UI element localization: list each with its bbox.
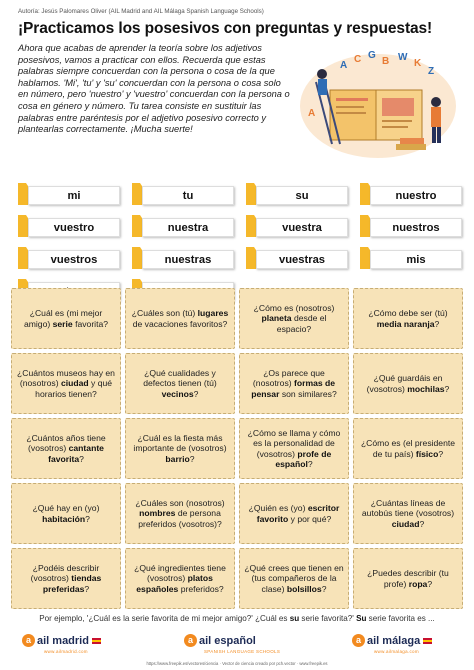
possessive-word-bank: [18, 183, 462, 301]
instructions-paragraph: Ahora que acabas de aprender la teoría sobre los adjetivos posesivos, vamos a practicar con ellos. Recuerda que estas palabras siempre concuerdan con la persona o cosa de la que hablamos. 'Mi', 'tu' y 'su' concuerdan con la persona o cosa solo en número, pero 'nuestro' y 'vuestro' concuerdan con la persona o cosa en género y número. Tu tarea consiste en sustituir las palabras entre paréntesis por el adjetivo posesivo correcto y plantearlas correctamente. ¡Mucha suerte!: [18, 43, 290, 135]
letter-k: K: [414, 58, 422, 69]
word-chip: [360, 183, 462, 205]
target-noun: formas de pensar: [251, 378, 336, 399]
ail-espanol-tagline: SPANISH LANGUAGE SCHOOLS: [204, 649, 281, 654]
question-text: ¿Cuántos museos hay en (nosotros) ciudad y qué horarios tienen?: [17, 367, 115, 399]
footer-logos: [0, 628, 474, 670]
example-sentence: Por ejemplo, '¿Cuál es la serie favorita de mi mejor amigo?' ¿Cuál es su serie favorita?' Su serie favorita es ...: [39, 614, 435, 623]
word-chip-label: mis: [370, 250, 462, 269]
reading-book-illustration: [296, 44, 458, 164]
word-chip: [132, 215, 234, 237]
book-stack-icon: [396, 144, 426, 150]
question-text: ¿Qué ingredientes tiene (vosotros) platos españoles preferidos?: [134, 562, 226, 594]
question-card: [353, 353, 463, 414]
ail-mark-icon: a: [22, 634, 35, 647]
target-noun: barrio: [165, 453, 190, 464]
word-chip: [246, 183, 348, 205]
target-noun: físico: [415, 448, 439, 459]
target-noun: mochilas: [407, 383, 445, 394]
word-chip: [246, 247, 348, 269]
target-noun: platos españoles: [136, 573, 213, 594]
question-card: [239, 353, 349, 414]
word-chip-label: vuestros: [28, 250, 120, 269]
target-noun: cantante favorita: [48, 443, 104, 464]
target-noun: media naranja: [376, 318, 435, 329]
letter-w: W: [398, 52, 408, 63]
word-chip-label: su: [256, 186, 348, 205]
word-chip: [18, 215, 120, 237]
letter-b: B: [382, 56, 390, 67]
question-card: [11, 548, 121, 609]
word-chip: [132, 247, 234, 269]
question-text: ¿Cómo se llama y cómo es la personalidad de (vosotros) profe de español?: [247, 427, 341, 469]
question-card: [11, 418, 121, 479]
ail-mark-icon: a: [184, 634, 197, 647]
target-noun: habitación: [42, 513, 86, 524]
target-noun: lugares: [197, 308, 229, 319]
target-noun: bolsillos: [286, 583, 322, 594]
word-chip-label: nuestras: [142, 250, 234, 269]
letter-z: Z: [428, 66, 435, 77]
question-card: [353, 483, 463, 544]
author-credit: Autoría: Jesús Palomares Oliver (AIL Madrid and AIL Málaga Spanish Language Schools): [18, 8, 264, 15]
question-card: [239, 548, 349, 609]
question-card: [125, 353, 235, 414]
question-text: ¿Qué cualidades y defectos tienen (tú) vecinos?: [143, 367, 217, 399]
question-text: ¿Qué crees que tienen en (tus compañeros de la clase) bolsillos?: [244, 562, 344, 594]
word-chip-label: vuestras: [256, 250, 348, 269]
ail-malaga-url: www.ailmalaga.com: [374, 649, 419, 654]
question-text: ¿Cómo es (nosotros) planeta desde el espacio?: [253, 302, 335, 334]
word-chip-label: vuestro: [28, 218, 120, 237]
question-card: [125, 548, 235, 609]
question-text: ¿Qué guardáis en (vosotros) mochilas?: [366, 373, 450, 394]
question-card: [11, 353, 121, 414]
worksheet-title: ¡Practicamos los posesivos con preguntas y respuestas!: [18, 20, 433, 37]
question-card: [353, 418, 463, 479]
question-text: ¿Cuántas líneas de autobús tiene (vosotros) ciudad?: [361, 497, 455, 529]
word-chip-label: vuestra: [256, 218, 348, 237]
ail-malaga-logo: a ail málaga: [352, 634, 432, 647]
target-noun: vecinos: [161, 388, 194, 399]
target-noun: planeta: [261, 313, 292, 324]
ail-espanol-logo: a ail español: [184, 634, 256, 647]
letter-a: A: [340, 60, 348, 71]
question-text: ¿Cómo es (el presidente de tu país) físico?: [360, 438, 456, 459]
question-card: [125, 288, 235, 349]
question-card: [353, 548, 463, 609]
letter-c: C: [354, 54, 362, 65]
question-text: ¿Cuál es la fiesta más importante de (vosotros) barrio?: [133, 432, 227, 464]
target-noun: serie: [52, 318, 73, 329]
target-noun: ropa: [408, 578, 428, 589]
word-chip: [246, 215, 348, 237]
question-text: ¿Cuál es (mi mejor amigo) serie favorita?: [23, 308, 109, 329]
target-noun: escritor favorito: [256, 503, 340, 524]
word-chip: [18, 183, 120, 205]
question-text: ¿Os parece que (nosotros) formas de pensar son similares?: [251, 367, 337, 399]
question-text: ¿Cuáles son (tú) lugares de vacaciones favoritos?: [131, 308, 229, 329]
question-text: ¿Qué hay en (yo) habitación?: [32, 503, 100, 524]
target-noun: profe de español: [275, 448, 332, 469]
question-cards-grid: [11, 288, 463, 609]
question-text: ¿Quién es (yo) escritor favorito y por qué?: [248, 503, 340, 524]
question-card: [11, 288, 121, 349]
target-noun: tiendas preferidas: [42, 573, 102, 594]
ail-madrid-url: www.ailmadrid.com: [44, 649, 88, 654]
question-card: [353, 288, 463, 349]
question-card: [125, 418, 235, 479]
question-text: ¿Cómo debe ser (tú) media naranja?: [368, 308, 448, 329]
flag-icon: [423, 638, 432, 644]
target-noun: nombres: [139, 508, 176, 519]
question-card: [125, 483, 235, 544]
question-text: ¿Podéis describir (vosotros) tiendas preferidas?: [30, 562, 102, 594]
word-chip: [360, 247, 462, 269]
target-noun: ciudad: [391, 518, 420, 529]
question-card: [239, 483, 349, 544]
word-chip-label: mi: [28, 186, 120, 205]
question-card: [239, 288, 349, 349]
ail-mark-icon: a: [352, 634, 365, 647]
word-chip: [18, 247, 120, 269]
word-chip: [360, 215, 462, 237]
question-text: ¿Cuántos años tiene (vosotros) cantante favorita?: [26, 432, 106, 464]
image-credit: https://www.freepik.es/vectores/ciencia · Vector de ciencia creado por pch.vector · www.freepik.es: [146, 661, 328, 666]
question-card: [11, 483, 121, 544]
word-chip-label: tu: [142, 186, 234, 205]
word-chip-label: nuestro: [370, 186, 462, 205]
ail-madrid-logo: a ail madrid: [22, 634, 101, 647]
question-text: ¿Cuáles son (nosotros) nombres de persona preferidos (vosotros)?: [135, 497, 225, 529]
word-chip-label: nuestros: [370, 218, 462, 237]
person-left-icon: [317, 69, 327, 79]
word-chip-label: nuestra: [142, 218, 234, 237]
letter-g: G: [368, 50, 376, 61]
word-chip: [132, 183, 234, 205]
target-noun: ciudad: [60, 378, 89, 389]
question-text: ¿Puedes describir (tu profe) ropa?: [367, 568, 449, 589]
flag-icon: [92, 638, 101, 644]
person-right-icon: [431, 97, 441, 107]
question-card: [239, 418, 349, 479]
letter-a-2: A: [308, 108, 316, 119]
